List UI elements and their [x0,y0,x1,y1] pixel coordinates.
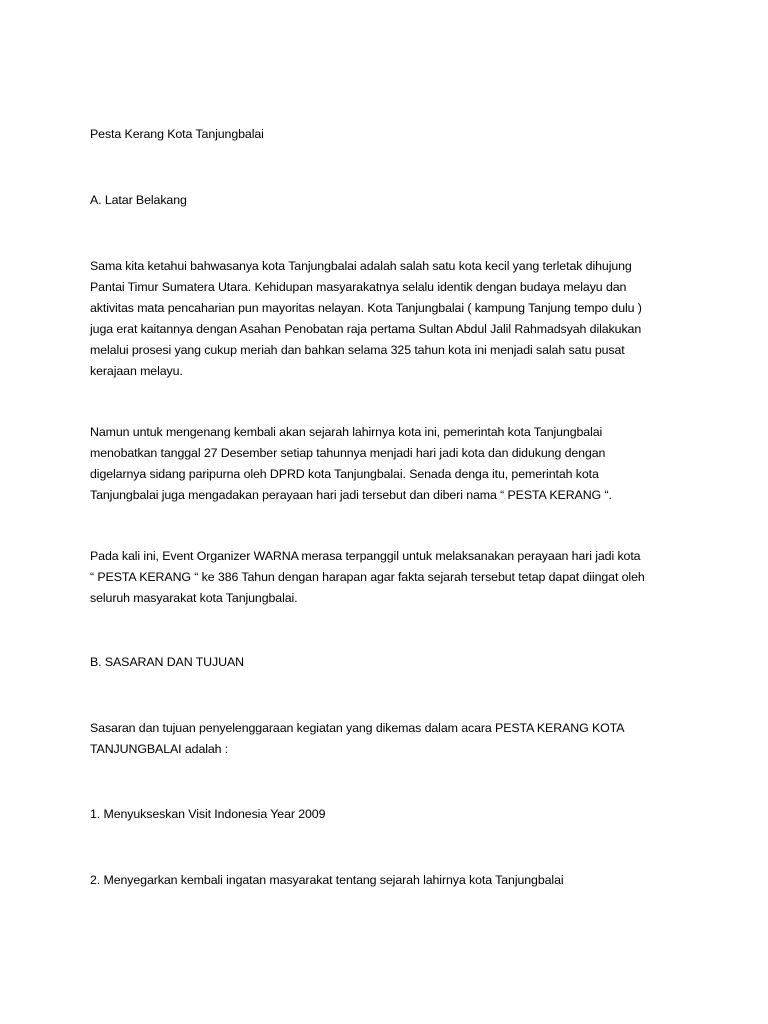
list-item: 1. Menyukseskan Visit Indonesia Year 2009 [90,807,326,821]
document-title: Pesta Kerang Kota Tanjungbalai [90,127,264,141]
paragraph-line: seluruh masyarakat kota Tanjungbalai. [90,591,298,605]
paragraph-line: Namun untuk mengenang kembali akan sejarah lahirnya kota ini, pemerintah kota Tanjungbalai [90,425,603,439]
paragraph-line: Sama kita ketahui bahwasanya kota Tanjungbalai adalah salah satu kota kecil yang terletak dihujung [90,259,632,273]
section-a-heading: A. Latar Belakang [90,193,187,207]
paragraph-line: melalui prosesi yang cukup meriah dan bahkan selama 325 tahun kota ini menjadi salah satu pusat [90,343,625,357]
paragraph-line: digelarnya sidang paripurna oleh DPRD kota Tanjungbalai. Senada denga itu, pemerintah kota [90,467,599,481]
paragraph-line: Pada kali ini, Event Organizer WARNA merasa terpanggil untuk melaksanakan perayaan hari jadi kota [90,549,641,563]
paragraph-line: Pantai Timur Sumatera Utara. Kehidupan masyarakatnya selalu identik dengan budaya melayu dan [90,280,627,294]
paragraph-background-2 [90,422,612,506]
paragraph-line: TANJUNGBALAI adalah : [90,742,229,756]
section-b-heading: B. SASARAN DAN TUJUAN [90,655,244,669]
paragraph-line: menobatkan tanggal 27 Desember setiap tahunnya menjadi hari jadi kota dan didukung dengan [90,446,606,460]
paragraph-line: aktivitas mata pencaharian pun mayoritas nelayan. Kota Tanjungbalai ( kampung Tanjung tempo dulu ) [90,301,642,315]
paragraph-line: Tanjungbalai juga mengadakan perayaan hari jadi tersebut dan diberi nama “ PESTA KERANG “. [90,488,612,502]
paragraph-background-3 [90,546,645,609]
paragraph-line: Sasaran dan tujuan penyelenggaraan kegiatan yang dikemas dalam acara PESTA KERANG KOTA [90,721,625,735]
paragraph-line: juga erat kaitannya dengan Asahan Penobatan raja pertama Sultan Abdul Jalil Rahmadsyah dilakukan [90,322,642,336]
paragraph-line: “ PESTA KERANG “ ke 386 Tahun dengan harapan agar fakta sejarah tersebut tetap dapat diingat oleh [90,570,645,584]
list-item: 2. Menyegarkan kembali ingatan masyarakat tentang sejarah lahirnya kota Tanjungbalai [90,873,564,887]
paragraph-line: kerajaan melayu. [90,364,183,378]
paragraph-background-1 [90,256,642,382]
paragraph-goals-intro [90,718,624,760]
